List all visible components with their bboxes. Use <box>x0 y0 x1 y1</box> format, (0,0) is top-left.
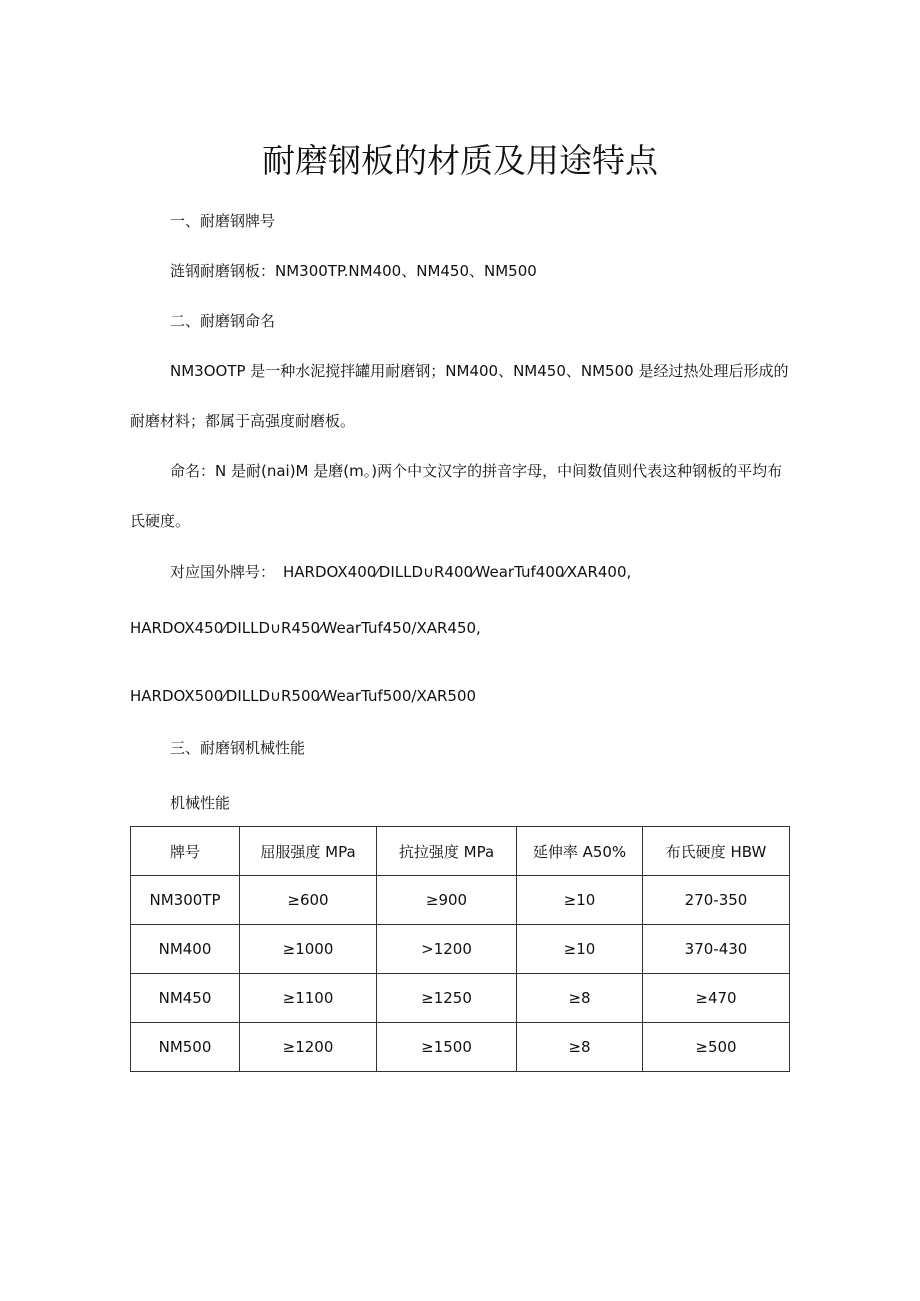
section-1-heading: 一、耐磨钢牌号 <box>170 212 276 230</box>
foreign-grades-label: 对应国外牌号： <box>170 563 276 581</box>
cell-elongation: ≥8 <box>517 1023 643 1072</box>
foreign-grades-500: HARDOX500⁄DILLD∪R500⁄WearTuf500/XAR500 <box>130 687 477 705</box>
cell-tensile-strength: ≥1250 <box>377 974 517 1023</box>
cell-yield-strength: ≥1200 <box>240 1023 377 1072</box>
cell-elongation: ≥8 <box>517 974 643 1023</box>
cell-tensile-strength: >1200 <box>377 925 517 974</box>
cell-grade: NM400 <box>131 925 240 974</box>
cell-grade: NM450 <box>131 974 240 1023</box>
header-brinell-hardness: 布氏硬度 HBW <box>643 827 790 876</box>
cell-tensile-strength: ≥900 <box>377 876 517 925</box>
cell-grade: NM500 <box>131 1023 240 1072</box>
section-3-heading: 三、耐磨钢机械性能 <box>170 739 306 757</box>
document-title: 耐磨钢板的材质及用途特点 <box>262 141 658 180</box>
section-2-paragraph-1-line-1: NM3OOTP 是一种水泥搅拌罐用耐磨钢；NM400、NM450、NM500 是经过热处理后形成的 <box>170 362 789 380</box>
header-yield-strength: 屈服强度 MPa <box>240 827 377 876</box>
cell-tensile-strength: ≥1500 <box>377 1023 517 1072</box>
table-row <box>131 1023 790 1072</box>
section-1-text: 涟钢耐磨钢板：NM300TP.NM400、NM450、NM500 <box>170 262 537 280</box>
section-2-paragraph-2-line-1: 命名：N 是耐(nai)M 是磨(m。)两个中文汉字的拼音字母，中间数值则代表这种钢板的平均布 <box>170 462 783 480</box>
section-2-paragraph-1-line-2: 耐磨材料；都属于高强度耐磨板。 <box>130 412 356 430</box>
table-row <box>131 925 790 974</box>
table-row <box>131 974 790 1023</box>
cell-grade: NM300TP <box>131 876 240 925</box>
cell-brinell-hardness: 270-350 <box>643 876 790 925</box>
section-2-paragraph-2-line-2: 氏硬度。 <box>130 512 191 530</box>
table-row <box>131 876 790 925</box>
foreign-grades-line-1 <box>170 561 631 583</box>
table-header-row <box>131 827 790 876</box>
cell-elongation: ≥10 <box>517 876 643 925</box>
cell-yield-strength: ≥1100 <box>240 974 377 1023</box>
cell-elongation: ≥10 <box>517 925 643 974</box>
foreign-grades-450: HARDOX450⁄DILLD∪R450⁄WearTuf450/XAR450, <box>130 619 481 637</box>
cell-brinell-hardness: ≥500 <box>643 1023 790 1072</box>
header-elongation: 延伸率 A50% <box>517 827 643 876</box>
table-caption: 机械性能 <box>170 794 231 812</box>
foreign-grades-400: HARDOX400⁄DILLD∪R400⁄WearTuf400⁄XAR400, <box>283 563 632 581</box>
mechanical-properties-table <box>130 826 790 1072</box>
cell-yield-strength: ≥600 <box>240 876 377 925</box>
header-grade: 牌号 <box>131 827 240 876</box>
cell-brinell-hardness: 370-430 <box>643 925 790 974</box>
cell-brinell-hardness: ≥470 <box>643 974 790 1023</box>
cell-yield-strength: ≥1000 <box>240 925 377 974</box>
header-tensile-strength: 抗拉强度 MPa <box>377 827 517 876</box>
section-2-heading: 二、耐磨钢命名 <box>170 312 276 330</box>
